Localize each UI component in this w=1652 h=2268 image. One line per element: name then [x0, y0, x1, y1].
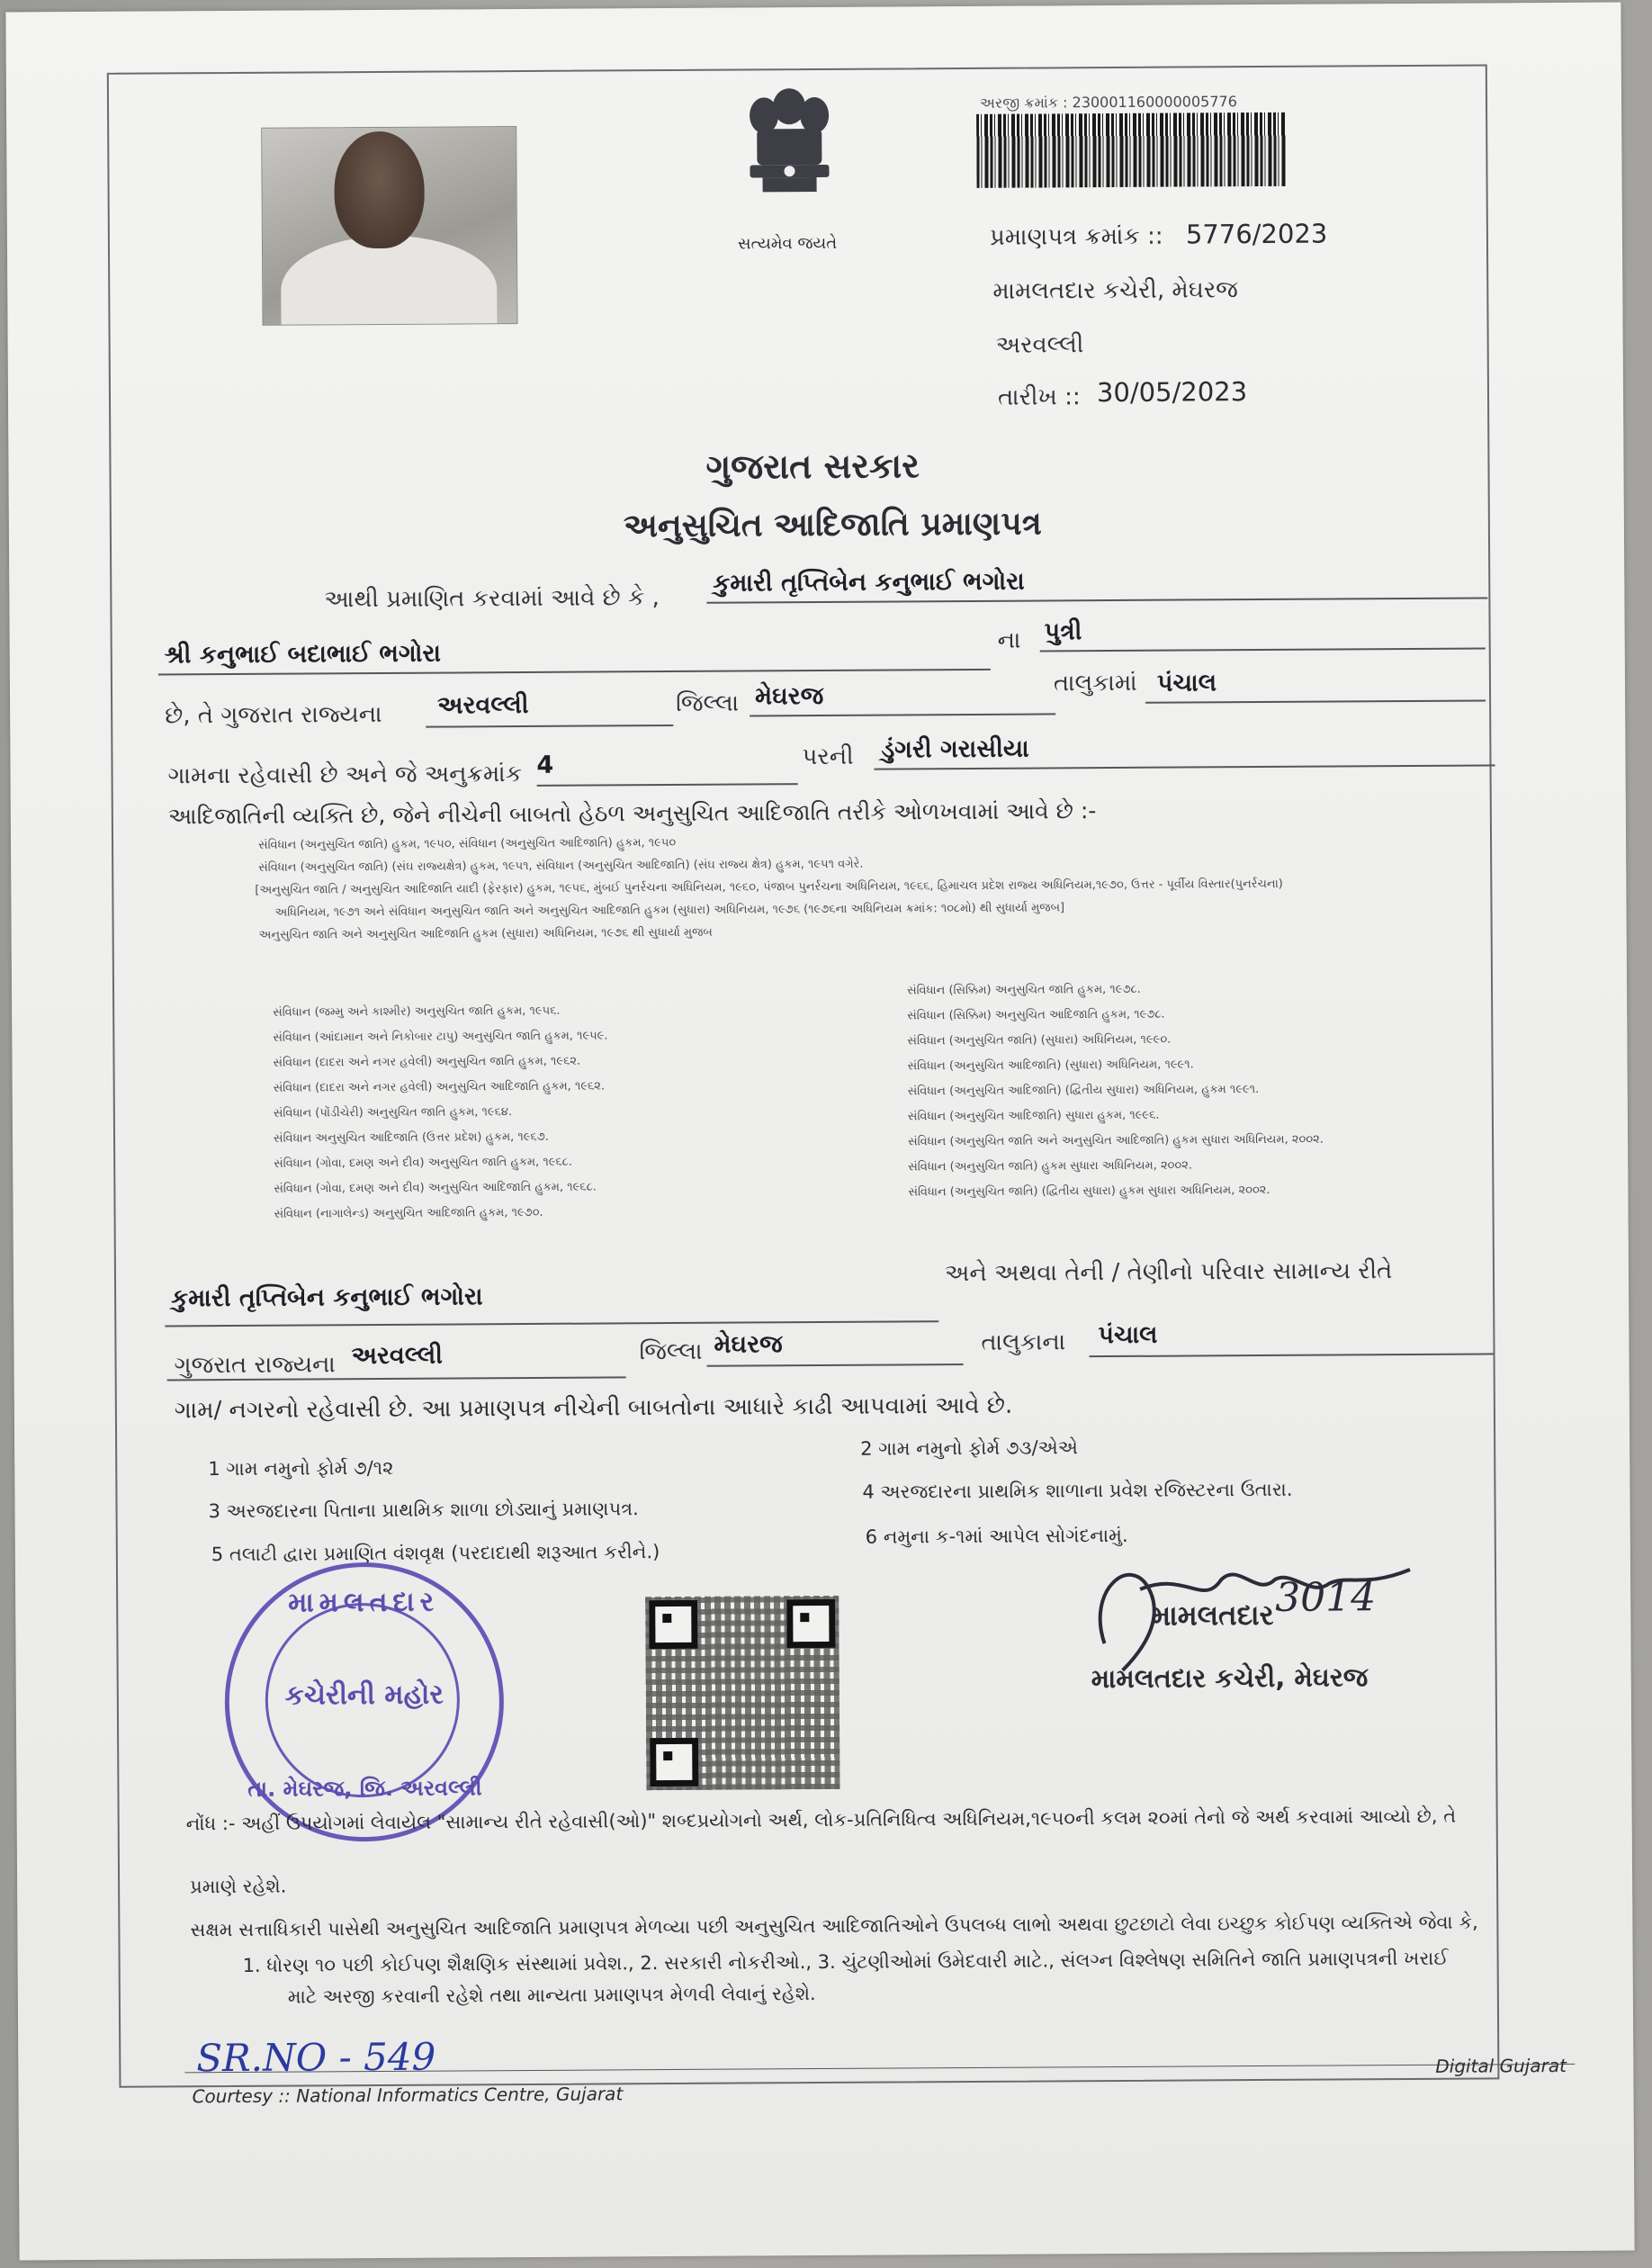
relation: પુત્રી: [1044, 617, 1082, 646]
father-name: શ્રી કનુભાઈ બદાભાઈ ભગોરા: [164, 639, 442, 670]
doc-item: 6 નમુના ક-૧માં આપેલ સોગંદનામું.: [865, 1524, 1128, 1548]
qr-finder: [650, 1738, 698, 1786]
footer-courtesy: Courtesy :: National Informatics Centre, Gujarat: [192, 2083, 624, 2108]
order-right-item: સંવિધાન (અનુસુચિત આદિજાતિ) (દ્વિતીય સુધારા) અધિનિયમ, હુકમ ૧૯૯૧.: [907, 1083, 1260, 1099]
issuing-office: મામલતદાર કચેરી, મેઘરજ: [992, 276, 1238, 305]
taluka-value-2: મેઘરજ: [714, 1330, 783, 1359]
signatory-office: મામલતદાર કચેરી, મેઘરજ: [1091, 1661, 1369, 1695]
order-left-item: સંવિધાન (આંદામાન અને નિકોબાર ટાપુ) અનુસુચિત જાતિ હુકમ, ૧૯૫૯.: [273, 1029, 608, 1045]
order-top-line: [અનુસુચિત જાતિ / અનુસુચિત આદિજાતિ યાદી (ફેરફાર) હુકમ, ૧૯૫૬, મુંબઈ પુનર્રચના અધિનિયમ, ૧૯૬૦, પંજાબ પુનર્રચના અધિનિયમ, ૧૯૬૬, હિમાચલ પ્રદેશ રાજ્ય અધિનિયમ,૧૯૭૦, ઉત્તર - પૂર્વીય વિસ્તાર(પુનર્રચના): [255, 877, 1283, 897]
order-left-item: સંવિધાન (ગોવા, દમણ અને દીવ) અનુસુચિત જાતિ હુકમ, ૧૯૬૮.: [274, 1155, 572, 1171]
state-label-2: ગુજરાત રાજ્યના: [174, 1351, 336, 1380]
talukana-label: તાલુકાના: [981, 1328, 1066, 1356]
doc-item: 3 અરજદારના પિતાના પ્રાથમિક શાળા છોડ્યાનું પ્રમાણપત્ર.: [208, 1498, 639, 1523]
order-top-line: સંવિધાન (અનુસુચિત જાતિ) હુકમ, ૧૯૫૦, સંવિધાન (અનુસુચિત આદિજાતિ) હુકમ, ૧૯૫૦: [258, 835, 677, 852]
tribe-sentence: આદિજાતિની વ્યક્તિ છે, જેને નીચેની બાબતો હેઠળ અનુસુચિત આદિજાતિ તરીકે ઓળખવામાં આવે છે :-: [167, 797, 1097, 830]
government-title: ગુજરાત સરકાર: [705, 446, 920, 487]
issuing-district: અરવલ્લી: [995, 331, 1084, 359]
qr-finder: [649, 1600, 697, 1649]
order-left-item: સંવિધાન (ગોવા, દમણ અને દીવ) અનુસુચિત આદિજાતિ હુકમ, ૧૯૬૮.: [274, 1180, 597, 1196]
doc-item: 1 ગામ નમુનો ફોર્મ ૭/૧૨: [208, 1456, 394, 1480]
taluka-value: મેઘરજ: [754, 681, 824, 711]
emblem-motto: સત્યમેવ જયતે: [737, 233, 838, 254]
note-1: નોંધ :- અહીં ઉપયોગમાં લેવાયેલ "સામાન્ય રીતે રહેવાસી(ઓ)" શબ્દપ્રયોગનો અર્થ, લોક-પ્રતિનિધિત્વ અધિનિયમ,૧૯૫૦ની કલમ ૨૦માં તેનો જે અર્થ કરવામાં આવ્યો છે, તે: [185, 1804, 1457, 1835]
district-value-2: અરવલ્લી: [351, 1341, 444, 1371]
applicant-name-2: કુમારી તૃપ્તિબેન કનુભાઈ ભગોરા: [171, 1282, 483, 1313]
qr-finder: [786, 1599, 835, 1648]
order-left-item: સંવિધાન (નાગાલેન્ડ) અનુસુચિત આદિજાતિ હુકમ, ૧૯૭૦.: [274, 1205, 543, 1221]
district-value: અરવલ્લી: [437, 690, 529, 720]
intro-text: આથી પ્રમાણિત કરવામાં આવે છે કે ,: [324, 584, 660, 614]
order-right-item: સંવિધાન (અનુસુચિત જાતિ) હુકમ સુધારા અધિનિયમ, ૨૦૦૨.: [908, 1158, 1193, 1174]
issue-date: 30/05/2023: [1096, 376, 1248, 409]
photo-body: [281, 235, 498, 326]
order-right-item: સંવિધાન (અનુસુચિત આદિજાતિ) સુધારા હુકમ, ૧૯૯૬.: [907, 1108, 1160, 1124]
certificate-sheet: [5, 3, 1634, 2261]
seal-bottom-text: તા. મેઘરજ, જિ. અરવલ્લી: [247, 1775, 482, 1802]
date-label: તારીખ ::: [997, 383, 1081, 411]
doc-item: 2 ગામ નમુનો ફોર્મ ૭૩/એએ: [860, 1436, 1078, 1460]
applicant-photo: [261, 126, 517, 326]
seal-top-text: મામલતદાર: [288, 1586, 440, 1619]
certificate-title: અનુસુચિત આદિજાતિ પ્રમાણપત્ર: [623, 505, 1042, 545]
order-left-item: સંવિધાન (જમ્મુ અને કાશ્મીર) અનુસુચિત જાતિ હુકમ, ૧૯૫૬.: [273, 1004, 561, 1020]
par-label: પરની: [802, 742, 854, 771]
order-top-line: અધિનિયમ, ૧૯૭૧ અને સંવિધાન અનુસુચિત જાતિ અને અનુસુચિત આદિજાતિ હુકમ (સુધારા) અધિનિયમ, ૧૯૭૬ (૧૯૭૬ના અધિનિયમ ક્રમાંક: ૧૦૮મો) થી સુધાર્યા મુજબ]: [274, 901, 1065, 920]
note-2: સક્ષમ સત્તાધિકારી પાસેથી અનુસુચિત આદિજાતિ પ્રમાણપત્ર મેળવ્યા પછી અનુસુચિત આદિજાતિઓને ઉપલબ્ધ લાભો અથવા છુટછાટો લેવા ઇચ્છુક કોઈપણ વ્યક્તિએ જેવા કે,: [190, 1911, 1478, 1941]
state-label: છે, તે ગુજરાત રાજ્યના: [165, 700, 382, 730]
note-4: માટે અરજી કરવાની રહેશે તથા માન્યતા પ્રમાણપત્ર મેળવી લેવાનું રહેશે.: [287, 1983, 816, 2008]
orders-right-column: [907, 976, 1324, 1206]
order-right-item: સંવિધાન (અનુસુચિત જાતિ) (સુધારા) અધિનિયમ, ૧૯૯૦.: [907, 1032, 1172, 1048]
village-value-2: પંચાલ: [1098, 1320, 1158, 1350]
barcode: [976, 112, 1286, 188]
basis-sentence: ગામ/ નગરનો રહેવાસી છે. આ પ્રમાણપત્ર નીચેની બાબતોના આધારે કાઢી આપવામાં આવે છે.: [174, 1391, 1013, 1425]
order-right-item: સંવિધાન (અનુસુચિત જાતિ) (દ્વિતીય સુધારા) હુકમ સુધારા અધિનિયમ, ૨૦૦૨.: [908, 1183, 1270, 1200]
order-right-item: સંવિધાન (અનુસુચિત જાતિ અને અનુસુચિત આદિજાતિ) હુકમ સુધારા અધિનિયમ, ૨૦૦૨.: [908, 1132, 1324, 1149]
certificate-number-label: પ્રમાણપત્ર ક્રમાંક ::: [989, 222, 1163, 251]
photo-head: [334, 131, 425, 249]
note-1b: પ્રમાણે રહેશે.: [190, 1875, 287, 1898]
jilla-label-2: જિલ્લા: [639, 1337, 703, 1366]
application-number: અરજી ક્રમાંક : 230001160000005776: [979, 93, 1237, 112]
order-right-item: સંવિધાન (અનુસુચિત આદિજાતિ) (સુધારા) અધિનિયમ, ૧૯૯૧.: [907, 1058, 1194, 1074]
signatory-title: મામલતદાર: [1151, 1598, 1274, 1633]
certificate-number: 5776/2023: [1185, 218, 1328, 250]
jilla-label: જિલ્લા: [676, 689, 740, 717]
note-3: 1. ધોરણ ૧૦ પછી કોઈપણ શૈક્ષણિક સંસ્થામાં પ્રવેશ., 2. સરકારી નોકરીઓ., 3. ચુંટણીઓમાં ઉમેદવારી માટે., સંલગ્ન વિશ્લેષણ સમિતિને જાતિ પ્રમાણપત્રની ખરાઈ: [242, 1947, 1449, 1976]
na-label: ના: [997, 626, 1021, 654]
village-value: પંચાલ: [1156, 669, 1217, 698]
handwritten-serial: SR.NO - 549: [196, 2034, 436, 2081]
orders-left-column: [273, 998, 609, 1227]
order-top-line: સંવિધાન (અનુસુચિત જાતિ) (સંઘ રાજ્યક્ષેત્ર) હુકમ, ૧૯૫૧, સંવિધાન (અનુસુચિત આદિજાતિ) (સંઘ રાજ્ય ક્ષેત્ર) હુકમ, ૧૯૫૧ વગેરે.: [258, 857, 864, 875]
office-seal: [224, 1562, 505, 1842]
orders-top-block: [255, 828, 1283, 947]
seal-center-text: કચેરીની મહોર: [284, 1678, 444, 1712]
order-right-item: સંવિધાન (સિક્કિમ) અનુસુચિત આદિજાતિ હુકમ, ૧૯૭૮.: [907, 1007, 1165, 1023]
qr-code: [645, 1596, 839, 1790]
applicant-name: કુમારી તૃપ્તિબેન કનુભાઈ ભગોરા: [713, 567, 1025, 598]
tribe-name: ડુંગરી ગરાસીયા: [881, 734, 1029, 764]
resident-label: ગામના રહેવાસી છે અને જે અનુક્રમાંક: [167, 760, 523, 790]
order-left-item: સંવિધાન અનુસુચિત આદિજાતિ (ઉત્તર પ્રદેશ) હુકમ, ૧૯૬૭.: [273, 1130, 549, 1146]
order-left-item: સંવિધાન (દાદરા અને નગર હવેલી) અનુસુચિત જાતિ હુકમ, ૧૯૬૨.: [273, 1054, 581, 1070]
national-emblem-icon: [726, 79, 853, 233]
order-left-item: સંવિધાન (દાદરા અને નગર હવેલી) અનુસુચિત આદિજાતિ હુકમ, ૧૯૬૨.: [273, 1079, 606, 1095]
handwritten-sig-number: 3014: [1275, 1574, 1377, 1621]
order-top-line: અનુસુચિત જાતિ અને અનુસુચિત આદિજાતિ હુકમ (સુધારા) અધિનિયમ, ૧૯૭૬ થી સુધાર્યા મુજબ: [258, 925, 713, 942]
doc-item: 4 અરજદારના પ્રાથમિક શાળાના પ્રવેશ રજિસ્ટરના ઉતારા.: [862, 1478, 1293, 1503]
talukama-label: તાલુકામાં: [1053, 669, 1137, 698]
family-label: અને અથવા તેની / તેણીનો પરિવાર સામાન્ય રીતે: [944, 1257, 1393, 1288]
order-right-item: સંવિધાન (સિક્કિમ) અનુસુચિત જાતિ હુકમ, ૧૯૭૮.: [907, 982, 1141, 998]
footer-digital-gujarat: Digital Gujarat: [1435, 2054, 1567, 2077]
serial-number: 4: [536, 751, 554, 779]
order-left-item: સંવિધાન (પોંડીચેરી) અનુસુચિત જાતિ હુકમ, ૧૯૬૪.: [273, 1105, 513, 1120]
doc-item: 5 તલાટી દ્વારા પ્રમાણિત વંશવૃક્ષ (પરદાદાથી શરૂઆત કરીને.): [211, 1541, 660, 1566]
